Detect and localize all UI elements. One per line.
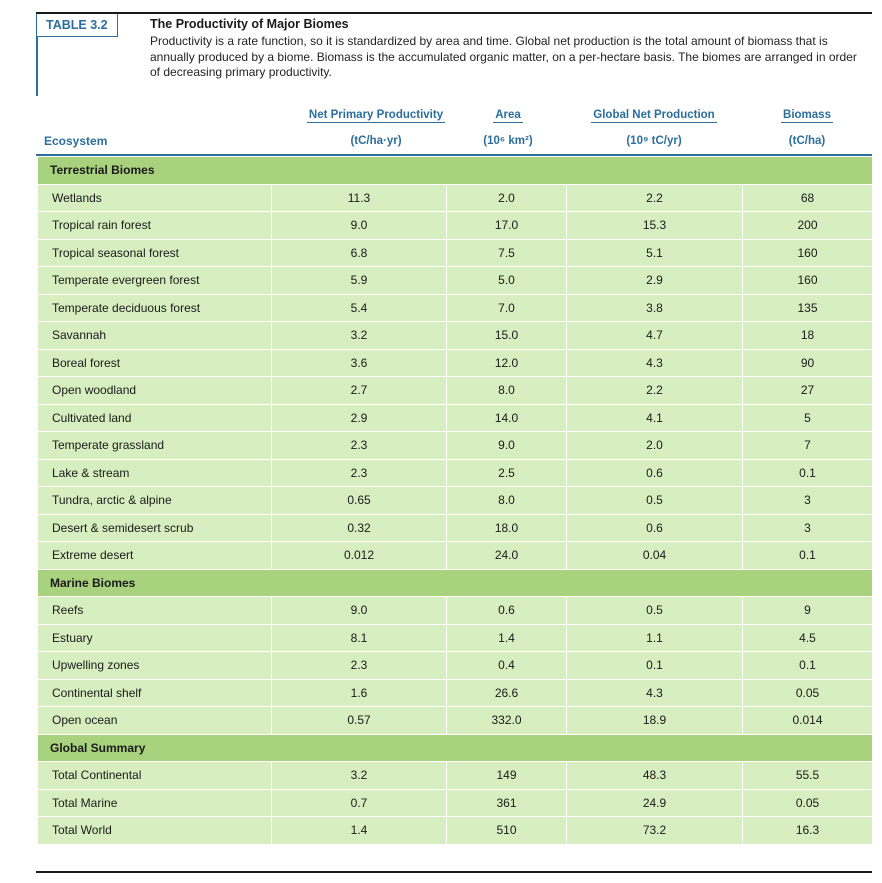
- table-row: [38, 624, 873, 652]
- npp-cell: 0.012: [272, 542, 447, 570]
- gnp-cell: 0.5: [567, 597, 743, 625]
- gnp-cell: 2.2: [567, 377, 743, 405]
- table-row: [38, 542, 873, 570]
- npp-cell: 5.4: [272, 294, 447, 322]
- table-row: [38, 322, 873, 350]
- gnp-cell: 2.0: [567, 432, 743, 460]
- biomass-cell: 3: [743, 514, 873, 542]
- table-row: [38, 679, 873, 707]
- gnp-cell: 0.04: [567, 542, 743, 570]
- biomass-cell: 135: [743, 294, 873, 322]
- table-body: [38, 157, 873, 845]
- area-cell: 510: [447, 817, 567, 845]
- npp-cell: 1.4: [272, 817, 447, 845]
- table-row: [38, 294, 873, 322]
- section-title: Marine Biomes: [38, 569, 873, 597]
- table-row: [38, 789, 873, 817]
- biomass-cell: 5: [743, 404, 873, 432]
- biomass-cell: 16.3: [743, 817, 873, 845]
- gnp-cell: 73.2: [567, 817, 743, 845]
- npp-cell: 0.7: [272, 789, 447, 817]
- ecosystem-name-cell: Total World: [38, 817, 272, 845]
- gnp-cell: 2.2: [567, 184, 743, 212]
- area-cell: 17.0: [447, 212, 567, 240]
- gnp-cell: 4.3: [567, 349, 743, 377]
- header-ecosystem: Ecosystem: [44, 134, 108, 148]
- table-row: [38, 707, 873, 735]
- header-npp-label: Net Primary Productivity: [308, 109, 444, 121]
- biomass-cell: 160: [743, 239, 873, 267]
- biomass-cell: 0.05: [743, 789, 873, 817]
- table-caption: Productivity is a rate function, so it is standardized by area and time. Global net production is the total amount of biomass that is annually produced by a biome. Biomass is the accumulated organic matter, on a per-hectare basis. The biomes are arranged in order of decreasing primary productivity.: [150, 34, 857, 80]
- biomass-cell: 7: [743, 432, 873, 460]
- biomass-cell: 68: [743, 184, 873, 212]
- biomass-cell: 0.1: [743, 652, 873, 680]
- header-area-unit: (10⁶ km²): [483, 135, 533, 147]
- header-area-label: Area: [495, 109, 521, 121]
- gnp-cell: 15.3: [567, 212, 743, 240]
- header-biomass-label: Biomass: [783, 109, 831, 121]
- section-title: Global Summary: [38, 734, 873, 762]
- ecosystem-name-cell: Tropical seasonal forest: [38, 239, 272, 267]
- ecosystem-name-cell: Open ocean: [38, 707, 272, 735]
- gnp-cell: 24.9: [567, 789, 743, 817]
- section-header-marine: [38, 569, 873, 597]
- area-cell: 2.5: [447, 459, 567, 487]
- header-gnp: [566, 109, 742, 121]
- area-cell: 8.0: [447, 487, 567, 515]
- biomass-cell: 200: [743, 212, 873, 240]
- npp-cell: 3.2: [272, 322, 447, 350]
- table-row: [38, 377, 873, 405]
- header-gnp-unit: (10⁹ tC/yr): [626, 135, 682, 147]
- header-gnp-label: Global Net Production: [593, 109, 715, 121]
- ecosystem-name-cell: Estuary: [38, 624, 272, 652]
- area-cell: 332.0: [447, 707, 567, 735]
- area-cell: 26.6: [447, 679, 567, 707]
- area-cell: 18.0: [447, 514, 567, 542]
- ecosystem-name-cell: Boreal forest: [38, 349, 272, 377]
- table-row: [38, 349, 873, 377]
- table-row: [38, 239, 873, 267]
- ecosystem-name-cell: Cultivated land: [38, 404, 272, 432]
- area-cell: 1.4: [447, 624, 567, 652]
- npp-cell: 2.7: [272, 377, 447, 405]
- ecosystem-name-cell: Tropical rain forest: [38, 212, 272, 240]
- table-row: [38, 184, 873, 212]
- area-cell: 15.0: [447, 322, 567, 350]
- header-area: [446, 109, 570, 121]
- biomass-cell: 55.5: [743, 762, 873, 790]
- table-row: [38, 597, 873, 625]
- table-row: [38, 817, 873, 845]
- area-cell: 2.0: [447, 184, 567, 212]
- biomass-cell: 3: [743, 487, 873, 515]
- gnp-cell: 1.1: [567, 624, 743, 652]
- table-row: [38, 514, 873, 542]
- npp-cell: 2.3: [272, 459, 447, 487]
- gnp-cell: 18.9: [567, 707, 743, 735]
- ecosystem-name-cell: Continental shelf: [38, 679, 272, 707]
- table-row: [38, 762, 873, 790]
- npp-cell: 11.3: [272, 184, 447, 212]
- gnp-cell: 48.3: [567, 762, 743, 790]
- gnp-cell: 5.1: [567, 239, 743, 267]
- area-cell: 14.0: [447, 404, 567, 432]
- npp-cell: 8.1: [272, 624, 447, 652]
- header-biomass: [742, 109, 872, 121]
- npp-cell: 2.9: [272, 404, 447, 432]
- table-row: [38, 432, 873, 460]
- biomass-cell: 18: [743, 322, 873, 350]
- area-cell: 0.6: [447, 597, 567, 625]
- area-cell: 8.0: [447, 377, 567, 405]
- tag-bracket-line: [36, 36, 38, 96]
- area-cell: 7.0: [447, 294, 567, 322]
- biomass-cell: 90: [743, 349, 873, 377]
- area-cell: 7.5: [447, 239, 567, 267]
- ecosystem-name-cell: Temperate evergreen forest: [38, 267, 272, 295]
- npp-cell: 0.32: [272, 514, 447, 542]
- biomass-cell: 0.1: [743, 542, 873, 570]
- npp-cell: 3.6: [272, 349, 447, 377]
- table-row: [38, 487, 873, 515]
- gnp-cell: 4.7: [567, 322, 743, 350]
- npp-cell: 2.3: [272, 652, 447, 680]
- area-cell: 0.4: [447, 652, 567, 680]
- area-cell: 361: [447, 789, 567, 817]
- ecosystem-name-cell: Temperate grassland: [38, 432, 272, 460]
- npp-cell: 6.8: [272, 239, 447, 267]
- area-cell: 9.0: [447, 432, 567, 460]
- header-npp-unit: (tC/ha·yr): [350, 135, 402, 147]
- biomass-cell: 4.5: [743, 624, 873, 652]
- header-biomass-unit: (tC/ha): [788, 135, 826, 147]
- table-row: [38, 212, 873, 240]
- area-cell: 149: [447, 762, 567, 790]
- npp-cell: 5.9: [272, 267, 447, 295]
- area-cell: 5.0: [447, 267, 567, 295]
- gnp-cell: 0.6: [567, 514, 743, 542]
- table-row: [38, 267, 873, 295]
- biomass-cell: 0.05: [743, 679, 873, 707]
- npp-cell: 0.65: [272, 487, 447, 515]
- npp-cell: 3.2: [272, 762, 447, 790]
- npp-cell: 9.0: [272, 597, 447, 625]
- ecosystem-name-cell: Tundra, arctic & alpine: [38, 487, 272, 515]
- section-title: Terrestrial Biomes: [38, 157, 873, 185]
- ecosystem-name-cell: Savannah: [38, 322, 272, 350]
- gnp-cell: 0.5: [567, 487, 743, 515]
- section-header-summary: [38, 734, 873, 762]
- npp-cell: 9.0: [272, 212, 447, 240]
- biomass-cell: 27: [743, 377, 873, 405]
- biomass-cell: 9: [743, 597, 873, 625]
- table-row: [38, 652, 873, 680]
- area-cell: 12.0: [447, 349, 567, 377]
- gnp-cell: 4.3: [567, 679, 743, 707]
- biomass-cell: 160: [743, 267, 873, 295]
- gnp-cell: 4.1: [567, 404, 743, 432]
- npp-cell: 1.6: [272, 679, 447, 707]
- ecosystem-name-cell: Total Continental: [38, 762, 272, 790]
- top-rule: [36, 12, 872, 14]
- gnp-cell: 0.6: [567, 459, 743, 487]
- area-cell: 24.0: [447, 542, 567, 570]
- table-row: [38, 404, 873, 432]
- ecosystem-name-cell: Upwelling zones: [38, 652, 272, 680]
- gnp-cell: 2.9: [567, 267, 743, 295]
- npp-cell: 0.57: [272, 707, 447, 735]
- ecosystem-name-cell: Reefs: [38, 597, 272, 625]
- gnp-cell: 0.1: [567, 652, 743, 680]
- ecosystem-name-cell: Desert & semidesert scrub: [38, 514, 272, 542]
- gnp-cell: 3.8: [567, 294, 743, 322]
- ecosystem-name-cell: Temperate deciduous forest: [38, 294, 272, 322]
- ecosystem-name-cell: Lake & stream: [38, 459, 272, 487]
- table-title: The Productivity of Major Biomes: [150, 17, 349, 31]
- section-header-terrestrial: [38, 157, 873, 185]
- ecosystem-name-cell: Open woodland: [38, 377, 272, 405]
- ecosystem-name-cell: Extreme desert: [38, 542, 272, 570]
- table-row: [38, 459, 873, 487]
- table-number-tag: TABLE 3.2: [36, 14, 118, 37]
- ecosystem-name-cell: Wetlands: [38, 184, 272, 212]
- npp-cell: 2.3: [272, 432, 447, 460]
- biome-productivity-table: [37, 156, 873, 845]
- biomass-cell: 0.1: [743, 459, 873, 487]
- ecosystem-name-cell: Total Marine: [38, 789, 272, 817]
- header-npp: [281, 109, 471, 121]
- bottom-rule: [36, 871, 872, 873]
- biomass-cell: 0.014: [743, 707, 873, 735]
